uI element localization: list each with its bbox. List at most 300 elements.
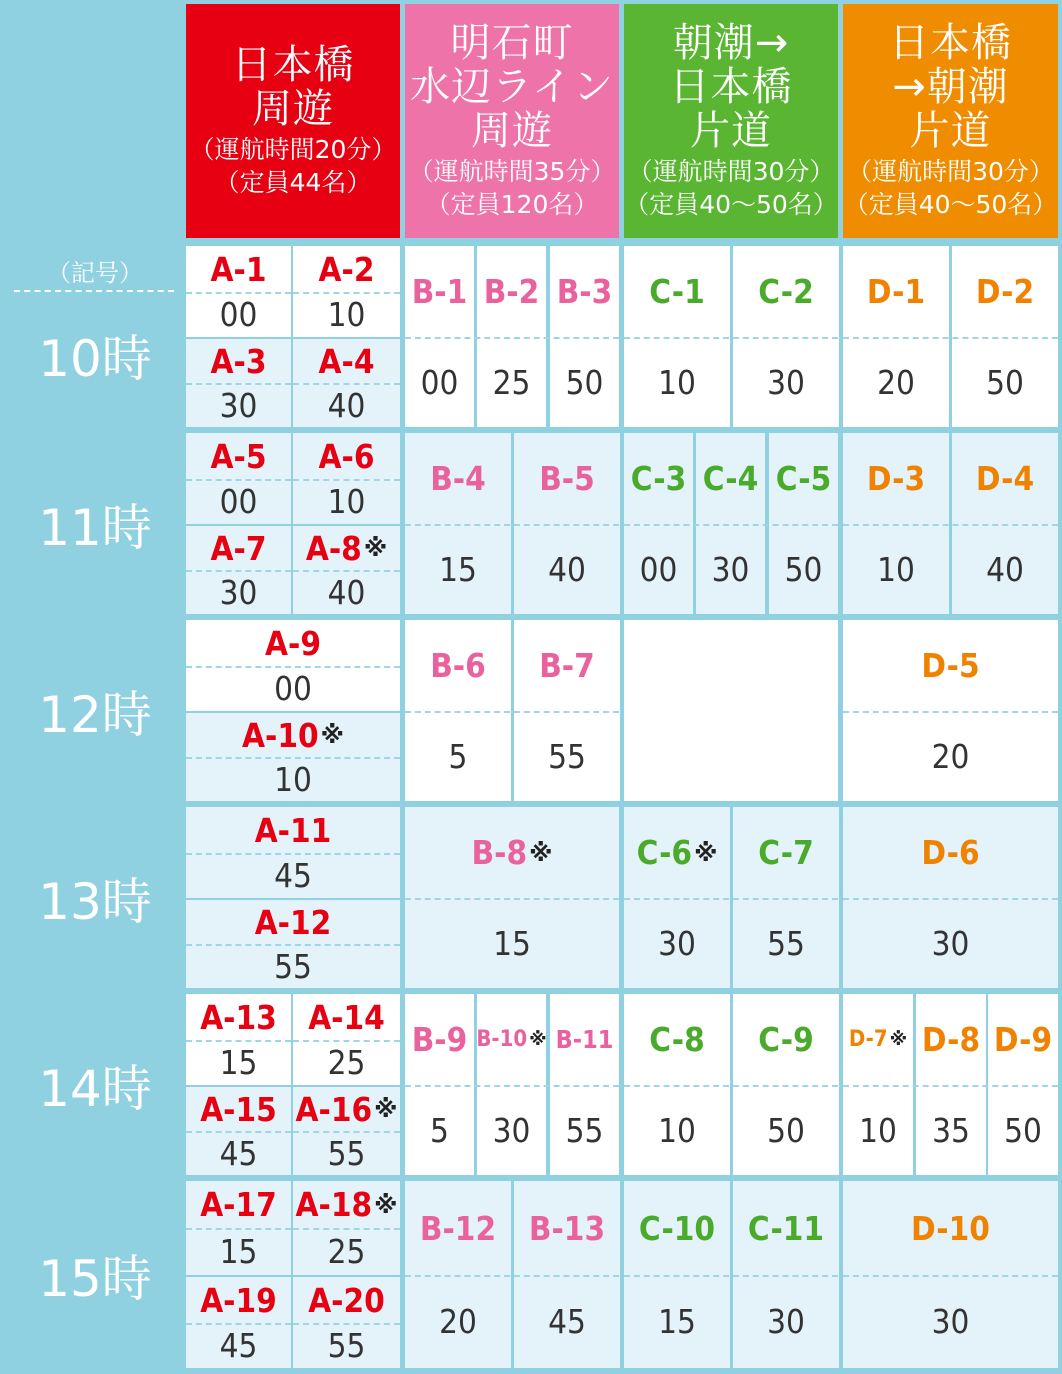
departure-minute: 50 <box>986 362 1024 402</box>
trip-code-label: A-4 <box>318 341 375 381</box>
dashed-divider <box>624 337 838 339</box>
slot-code <box>186 1277 291 1323</box>
trip-code-label: C-4 <box>702 459 759 498</box>
slot-code <box>843 807 1058 898</box>
trip-code-label: A-17 <box>200 1185 277 1224</box>
trip-code <box>776 459 832 498</box>
route-subtitle: （運航時間35分） （定員120名） <box>408 157 616 219</box>
slot-time <box>293 292 400 337</box>
trip-code <box>867 272 925 311</box>
trip-code-label: D-4 <box>975 459 1035 498</box>
trip-code-label: D-1 <box>866 272 926 311</box>
departure-minute: 15 <box>439 549 477 589</box>
route-header-d <box>843 4 1058 238</box>
trip-code-label: C-6 <box>636 833 693 872</box>
slot-code <box>293 1181 400 1228</box>
slot-code <box>514 620 620 711</box>
dashed-divider <box>293 1323 400 1325</box>
trip-code-label: D-7 <box>848 1027 888 1052</box>
slot-time <box>477 337 546 427</box>
trip-code <box>211 342 267 381</box>
trip-code-label: B-13 <box>528 1208 606 1248</box>
slot-time <box>514 711 620 801</box>
trip-code <box>430 646 486 685</box>
trip-code <box>319 250 375 289</box>
departure-minute: 20 <box>877 362 915 402</box>
trip-code <box>539 459 595 498</box>
slot-time <box>769 524 838 614</box>
departure-minute: 20 <box>439 1302 477 1341</box>
slot-time <box>293 1323 400 1368</box>
slot-time <box>186 1131 291 1175</box>
slot-code <box>293 246 400 292</box>
symbol-divider <box>14 290 174 292</box>
departure-minute: 5 <box>430 1110 449 1150</box>
slot-code <box>769 433 838 524</box>
departure-minute: 45 <box>219 1133 258 1173</box>
empty-slot <box>624 620 838 801</box>
slot-time <box>843 1085 913 1175</box>
departure-minute: 15 <box>658 1302 696 1341</box>
note-mark: ※ <box>320 721 344 749</box>
route-header-a <box>186 4 400 238</box>
slot-time <box>843 898 1058 988</box>
slot-code <box>514 433 620 524</box>
slot-code <box>624 246 730 337</box>
departure-minute: 50 <box>767 1110 805 1150</box>
trip-code-label: A-3 <box>210 341 267 381</box>
dashed-divider <box>186 944 400 946</box>
hour-label <box>10 310 180 400</box>
slot-time <box>514 1275 620 1368</box>
slot-code <box>696 433 765 524</box>
slot-time <box>843 337 949 427</box>
departure-minute: 50 <box>784 549 823 589</box>
slot-time <box>405 1085 474 1175</box>
hour-label <box>10 1181 180 1368</box>
departure-minute: 55 <box>548 736 586 776</box>
slot-code <box>186 246 291 292</box>
dashed-divider <box>405 1085 619 1087</box>
trip-code-label: D-6 <box>921 833 980 872</box>
slot-code <box>477 994 546 1085</box>
slot-time <box>843 711 1058 801</box>
trip-code-label: B-6 <box>430 646 486 685</box>
hour-label-text: 12時 <box>38 685 152 744</box>
dashed-divider <box>624 1275 838 1277</box>
trip-code-label: A-12 <box>254 902 332 942</box>
departure-minute: 55 <box>565 1110 604 1150</box>
trip-code-label: C-7 <box>758 833 814 872</box>
dashed-divider <box>624 1085 838 1087</box>
route-subtitle: （運航時間30分） （定員40〜50名） <box>843 157 1058 219</box>
departure-minute: 5 <box>448 736 468 776</box>
trip-code <box>255 903 332 942</box>
slot-time <box>550 337 619 427</box>
departure-minute: 55 <box>274 946 312 986</box>
slot-code <box>952 246 1058 337</box>
trip-code-label: D-5 <box>921 646 980 685</box>
slot-time <box>405 337 474 427</box>
departure-minute: 30 <box>219 572 258 612</box>
dashed-divider <box>843 898 1058 900</box>
departure-minute: 50 <box>1004 1110 1042 1150</box>
slot-time <box>624 898 730 988</box>
trip-code <box>649 272 705 311</box>
departure-minute: 50 <box>565 362 604 402</box>
departure-minute: 40 <box>327 385 366 425</box>
route-title: 朝潮→ 日本橋 片道 <box>669 20 793 154</box>
departure-minute: 30 <box>219 385 258 425</box>
slot-time <box>186 1228 291 1275</box>
slot-code <box>550 994 619 1085</box>
slot-code <box>293 994 400 1040</box>
departure-minute: 25 <box>327 1232 366 1271</box>
trip-code-label: B-8 <box>471 833 528 872</box>
slot-code <box>843 1181 1058 1275</box>
slot-time <box>405 711 511 801</box>
trip-code-label: B-1 <box>411 272 468 311</box>
dashed-divider <box>186 1228 291 1230</box>
slot-time <box>186 570 291 614</box>
hour-label-text: 14時 <box>38 1059 152 1118</box>
departure-minute: 10 <box>327 482 366 521</box>
trip-code <box>296 1185 398 1224</box>
hour-label <box>10 994 180 1175</box>
departure-minute: 30 <box>767 362 805 402</box>
hour-label <box>10 620 180 801</box>
departure-minute: 45 <box>548 1302 586 1341</box>
slot-code <box>843 620 1058 711</box>
departure-minute: 10 <box>859 1110 897 1150</box>
trip-code <box>296 1090 398 1129</box>
trip-code-label: C-1 <box>649 272 705 311</box>
dashed-divider <box>624 524 838 526</box>
note-mark: ※ <box>889 1029 908 1050</box>
trip-code-label: A-14 <box>308 997 385 1037</box>
trip-code-label: A-13 <box>200 997 277 1037</box>
slot-code <box>733 246 839 337</box>
departure-minute: 30 <box>931 923 970 963</box>
slot-code <box>186 807 400 853</box>
trip-code <box>319 437 375 476</box>
departure-minute: 10 <box>658 1110 696 1150</box>
dashed-divider <box>405 711 619 713</box>
slot-time <box>293 1040 400 1085</box>
dashed-divider <box>293 383 400 385</box>
route-header-b <box>405 4 619 238</box>
dashed-divider <box>405 1275 619 1277</box>
departure-minute: 25 <box>492 362 531 402</box>
departure-minute: 00 <box>639 549 678 589</box>
slot-code <box>293 1277 400 1323</box>
slot-time <box>624 337 730 427</box>
slot-time <box>186 944 400 988</box>
dashed-divider <box>293 292 400 294</box>
trip-code-label: B-12 <box>419 1208 497 1248</box>
slot-time <box>186 757 400 801</box>
trip-code <box>211 529 267 568</box>
symbol-label <box>10 250 180 290</box>
dashed-divider <box>293 479 400 481</box>
dashed-divider <box>186 292 291 294</box>
slot-code <box>186 433 291 479</box>
trip-code <box>484 272 540 311</box>
hour-label-text: 11時 <box>38 498 152 557</box>
note-mark: ※ <box>374 1095 398 1123</box>
dashed-divider <box>186 479 291 481</box>
trip-code-label: A-6 <box>318 436 375 476</box>
trip-code-label: A-10 <box>242 715 319 755</box>
trip-code-label: C-3 <box>630 459 687 498</box>
slot-time <box>696 524 765 614</box>
slot-code <box>624 807 730 898</box>
departure-minute: 00 <box>219 295 258 334</box>
dashed-divider <box>843 1085 1058 1087</box>
slot-code <box>733 994 839 1085</box>
trip-code-label: B-10 <box>476 1027 528 1052</box>
dashed-divider <box>293 1228 400 1230</box>
trip-code-label: A-8 <box>305 528 362 568</box>
trip-code <box>994 1020 1052 1059</box>
slot-time <box>405 1275 511 1368</box>
trip-code-label: A-20 <box>308 1280 385 1320</box>
trip-code <box>556 1025 614 1054</box>
slot-time <box>293 383 400 427</box>
slot-time <box>293 570 400 614</box>
trip-code <box>306 529 387 568</box>
slot-time <box>186 479 291 524</box>
trip-code <box>748 1209 824 1248</box>
slot-time <box>186 292 291 337</box>
dashed-divider <box>186 1040 291 1042</box>
slot-code <box>186 1087 291 1131</box>
trip-code-label: B-11 <box>555 1025 614 1054</box>
departure-minute: 45 <box>219 1326 258 1365</box>
slot-code <box>405 620 511 711</box>
dashed-divider <box>186 757 400 759</box>
trip-code <box>430 459 486 498</box>
trip-code-label: C-9 <box>758 1020 814 1059</box>
slot-time <box>293 1131 400 1175</box>
trip-code-label: A-11 <box>254 810 332 850</box>
trip-code-label: A-1 <box>210 249 267 289</box>
trip-code-label: A-18 <box>295 1185 373 1224</box>
trip-code <box>703 459 759 498</box>
trip-code <box>758 272 814 311</box>
trip-code <box>200 998 277 1037</box>
dashed-divider <box>186 570 291 572</box>
departure-minute: 10 <box>877 549 915 589</box>
trip-code <box>211 250 267 289</box>
slot-code <box>514 1181 620 1275</box>
slot-time <box>186 383 291 427</box>
note-mark: ※ <box>363 534 388 562</box>
trip-code-label: A-16 <box>295 1089 373 1129</box>
departure-minute: 15 <box>219 1043 258 1082</box>
departure-minute: 55 <box>327 1326 366 1365</box>
hour-label <box>10 807 180 988</box>
hour-label-text: 15時 <box>38 1249 152 1308</box>
departure-minute: 30 <box>767 1302 805 1341</box>
slot-code <box>843 994 913 1085</box>
trip-code-label: C-10 <box>638 1208 716 1248</box>
slot-time <box>405 898 619 988</box>
slot-code <box>988 994 1058 1085</box>
departure-minute: 10 <box>658 362 696 402</box>
departure-minute: 15 <box>493 923 531 963</box>
departure-minute: 15 <box>219 1232 258 1271</box>
trip-code-label: B-4 <box>430 459 486 498</box>
trip-code-label: A-19 <box>200 1280 277 1320</box>
trip-code-label: A-9 <box>265 623 321 663</box>
dashed-divider <box>293 570 400 572</box>
dashed-divider <box>405 337 619 339</box>
departure-minute: 25 <box>327 1043 366 1082</box>
trip-code-label: D-10 <box>911 1208 990 1248</box>
trip-code <box>529 1209 605 1248</box>
symbol-label-text: （記号） <box>47 258 143 287</box>
slot-code <box>293 339 400 383</box>
trip-code <box>200 1281 277 1320</box>
dashed-divider <box>186 853 400 855</box>
slot-time <box>293 479 400 524</box>
trip-code <box>631 459 687 498</box>
trip-code <box>200 1090 277 1129</box>
slot-code <box>293 433 400 479</box>
hour-label <box>10 433 180 614</box>
slot-time <box>624 1275 730 1368</box>
trip-code <box>412 272 468 311</box>
trip-code <box>412 1020 468 1059</box>
trip-code-label: B-7 <box>539 646 595 685</box>
slot-code <box>624 994 730 1085</box>
trip-code <box>758 1020 814 1059</box>
trip-code <box>976 272 1034 311</box>
trip-code-label: A-15 <box>200 1089 277 1129</box>
departure-minute: 00 <box>420 362 459 402</box>
slot-code <box>843 246 949 337</box>
departure-minute: 00 <box>274 669 312 708</box>
trip-code <box>476 1027 546 1052</box>
trip-code <box>200 1185 277 1224</box>
slot-code <box>477 246 546 337</box>
trip-code <box>265 624 321 663</box>
slot-time <box>843 1275 1058 1368</box>
departure-minute: 30 <box>658 923 696 963</box>
trip-code <box>849 1027 907 1052</box>
dashed-divider <box>293 1131 400 1133</box>
slot-code <box>293 1087 400 1131</box>
trip-code <box>911 1209 990 1248</box>
departure-minute: 30 <box>711 549 750 589</box>
slot-time <box>186 666 400 711</box>
departure-minute: 10 <box>327 295 366 334</box>
trip-code <box>976 459 1034 498</box>
slot-code <box>916 994 986 1085</box>
route-title: 日本橋 周遊 <box>231 42 355 132</box>
trip-code-label: B-5 <box>539 459 595 498</box>
trip-code <box>557 272 613 311</box>
hour-label-text: 13時 <box>38 872 152 931</box>
note-mark: ※ <box>529 838 553 867</box>
trip-code <box>420 1209 496 1248</box>
trip-code-label: D-9 <box>993 1020 1053 1059</box>
slot-code <box>293 526 400 570</box>
dashed-divider <box>186 383 291 385</box>
trip-code-label: B-9 <box>411 1020 468 1059</box>
route-title: 日本橋 →朝潮 片道 <box>889 20 1012 154</box>
slot-time <box>550 1085 619 1175</box>
dashed-divider <box>843 524 1058 526</box>
trip-code <box>308 1281 385 1320</box>
trip-code <box>649 1020 705 1059</box>
slot-code <box>843 433 949 524</box>
trip-code <box>758 833 814 872</box>
slot-code <box>405 246 474 337</box>
trip-code <box>921 646 979 685</box>
slot-time <box>952 337 1058 427</box>
dashed-divider <box>186 666 400 668</box>
trip-code <box>211 437 267 476</box>
trip-code-label: C-5 <box>775 459 832 498</box>
slot-time <box>186 1323 291 1368</box>
departure-minute: 40 <box>548 549 586 589</box>
slot-code <box>186 620 400 666</box>
slot-time <box>733 1275 839 1368</box>
slot-code <box>952 433 1058 524</box>
slot-code <box>733 807 839 898</box>
trip-code <box>922 1020 980 1059</box>
departure-minute: 55 <box>767 923 805 963</box>
trip-code-label: A-5 <box>210 436 267 476</box>
route-subtitle: （運航時間20分） （定員44名） <box>189 135 397 197</box>
trip-code <box>637 833 718 872</box>
route-title: 明石町 水辺ライン 周遊 <box>410 20 614 154</box>
slot-time <box>952 524 1058 614</box>
slot-code <box>186 1181 291 1228</box>
trip-code-label: A-7 <box>210 528 267 568</box>
departure-minute: 30 <box>931 1302 970 1341</box>
slot-time <box>477 1085 546 1175</box>
slot-time <box>988 1085 1058 1175</box>
trip-code <box>308 998 385 1037</box>
dashed-divider <box>405 524 619 526</box>
slot-time <box>624 1085 730 1175</box>
trip-code-label: D-3 <box>866 459 926 498</box>
slot-code <box>405 1181 511 1275</box>
slot-code <box>733 1181 839 1275</box>
slot-time <box>733 337 839 427</box>
trip-code <box>242 716 344 755</box>
slot-time <box>186 853 400 898</box>
dashed-divider <box>843 337 1058 339</box>
slot-time <box>186 1040 291 1085</box>
slot-code <box>186 994 291 1040</box>
trip-code <box>639 1209 715 1248</box>
slot-code <box>405 994 474 1085</box>
route-header-c <box>624 4 838 238</box>
dashed-divider <box>624 898 838 900</box>
slot-time <box>293 1228 400 1275</box>
departure-minute: 55 <box>327 1133 366 1173</box>
dashed-divider <box>186 1323 291 1325</box>
note-mark: ※ <box>529 1029 547 1050</box>
departure-minute: 20 <box>931 736 970 776</box>
trip-code <box>539 646 595 685</box>
hour-label-text: 10時 <box>38 330 152 388</box>
dashed-divider <box>843 711 1058 713</box>
